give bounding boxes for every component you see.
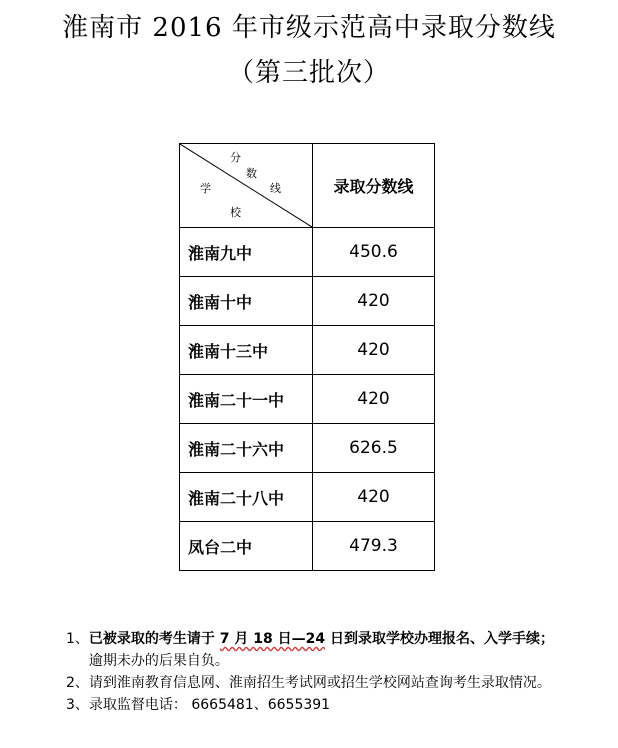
school-name: 淮南九中 xyxy=(180,228,313,277)
notes-section xyxy=(66,628,596,716)
table-row xyxy=(180,277,435,326)
note-number: 2、 xyxy=(66,675,89,691)
school-name: 淮南二十六中 xyxy=(180,424,313,473)
note-text xyxy=(89,628,596,650)
school-name: 淮南二十一中 xyxy=(180,375,313,424)
note-item xyxy=(66,694,596,716)
cutoff-score: 420 xyxy=(313,473,435,522)
diag-label-fen: 分 xyxy=(230,151,241,164)
table-row xyxy=(180,326,435,375)
page-subtitle: （第三批次） xyxy=(227,58,390,88)
cutoff-score: 420 xyxy=(313,375,435,424)
page-title: 淮南市 2016 年市级示范高中录取分数线 xyxy=(62,13,556,43)
note-date-range: 7 月 18 日—24 xyxy=(219,631,326,647)
note-item-continuation xyxy=(66,650,596,672)
school-name: 凤台二中 xyxy=(180,522,313,571)
table-row xyxy=(180,522,435,571)
diag-label-xue: 学 xyxy=(200,182,211,195)
cutoff-score: 479.3 xyxy=(313,522,435,571)
note-item xyxy=(66,672,596,694)
cutoff-score: 450.6 xyxy=(313,228,435,277)
table-row xyxy=(180,473,435,522)
note-number: 3、 xyxy=(66,697,89,713)
note-item xyxy=(66,628,596,650)
table-header-row xyxy=(180,144,435,228)
note-text: 请到淮南教育信息网、淮南招生考试网或招生学校网站查询考生录取情况。 xyxy=(88,675,551,691)
cutoff-score: 420 xyxy=(313,277,435,326)
cutoff-score: 420 xyxy=(313,326,435,375)
cutoff-score: 626.5 xyxy=(313,424,435,473)
diag-label-xiao: 校 xyxy=(230,206,241,219)
note-number: 1、 xyxy=(66,631,89,647)
table-row xyxy=(180,424,435,473)
school-name: 淮南十中 xyxy=(180,277,313,326)
diag-label-shu: 数 xyxy=(246,167,257,180)
school-name: 淮南十三中 xyxy=(180,326,313,375)
school-name: 淮南二十八中 xyxy=(180,473,313,522)
diagonal-header-cell xyxy=(180,144,313,228)
note-text-part: 日到录取学校办理报名、入学手续； xyxy=(325,631,554,647)
note-text-part: 已被录取的考生请于 xyxy=(88,631,220,647)
score-column-header: 录取分数线 xyxy=(313,144,435,228)
score-table xyxy=(179,143,435,571)
note-text: 录取监督电话： 6665481、6655391 xyxy=(88,697,331,713)
diag-label-xian: 线 xyxy=(270,182,281,195)
table-row xyxy=(180,375,435,424)
note-text: 逾期未办的后果自负。 xyxy=(88,653,229,669)
table-row xyxy=(180,228,435,277)
